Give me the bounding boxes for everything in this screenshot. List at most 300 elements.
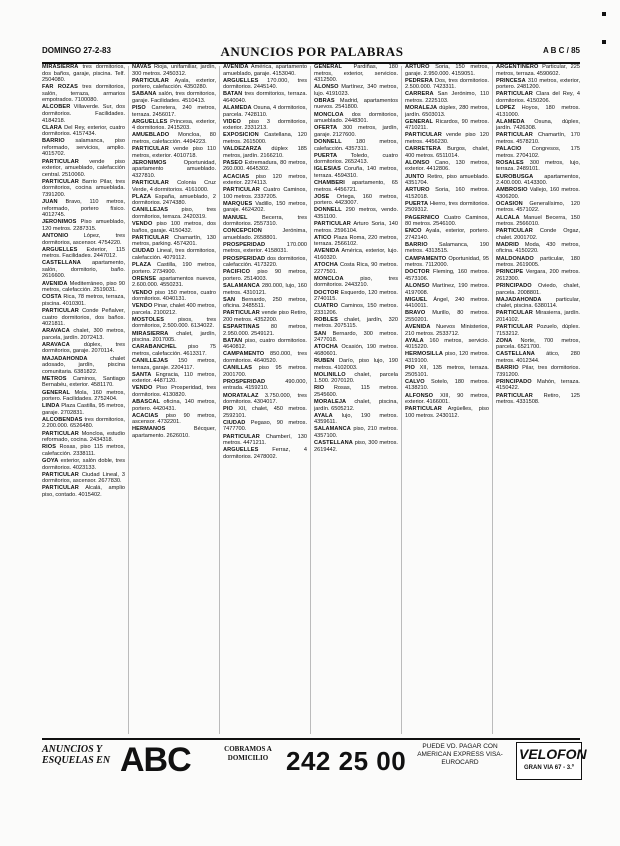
ad-keyword: ALAMEDA [496, 118, 525, 125]
edge-mark [602, 40, 606, 44]
ad-text: 170.000, tres dormitorios. 2445140. [223, 77, 307, 91]
ad-text: tres dormitorios, terraza. 4640040. [223, 91, 307, 104]
ad-keyword: CIUDAD [223, 419, 246, 426]
ad-text: Rica, 78 metros, terraza, piscina. 4010301. [42, 294, 125, 307]
classified-ad [405, 256, 489, 269]
ad-keyword: BRAVO [405, 310, 426, 317]
ad-text: Osuna, dúplex, jardín. 7426308. [496, 118, 580, 132]
ad-text: Hierro, tres dormitorios. 2509312. [405, 200, 489, 214]
classified-ad [314, 399, 398, 412]
ad-keyword: ALONSO [405, 283, 430, 289]
ad-text: piso 100 metros, dos baños, garaje. 4150432. [132, 221, 216, 234]
ad-keyword: MANUEL [223, 214, 248, 221]
ad-text: Ciudad Lineal, 3 dormitorios, ascensor. 2677830. [42, 471, 125, 485]
ad-keyword: HERMANOS [132, 426, 166, 433]
ad-keyword: ROSALES [496, 159, 524, 166]
ad-text: salamanca, piso reformado, servicios, amplio. 4015702. [42, 138, 125, 158]
ad-text: Colonia Cruz Verde, 4 dormitorios. 4161000. [132, 180, 216, 193]
classified-ad [314, 166, 398, 179]
ad-keyword: SAN [223, 296, 236, 303]
ad-text: Mirasierra, jardín. 2014102. [496, 310, 580, 323]
ad-text: Martínez, 340 metros, lujo. 4191023. [314, 84, 398, 97]
ad-keyword: CASTELLANA [314, 440, 353, 447]
ad-keyword: BARRIO [405, 241, 428, 248]
ad-text: piso 75 metros, calefacción. 4613317. [132, 344, 216, 357]
footer-phone: 242 25 00 [286, 746, 407, 776]
ad-keyword: SALAMANCA [223, 283, 260, 289]
ad-text: Vergara, 200 metros. 2612300. [496, 269, 580, 282]
classified-ad [405, 146, 489, 159]
ad-keyword: AYALA [405, 337, 424, 344]
ad-text: Generalísimo, 120 metros. 4571022. [496, 200, 580, 214]
classified-ad [42, 233, 125, 246]
ad-keyword: MIRASIERRA [42, 64, 79, 70]
classified-ad [42, 281, 125, 294]
classified-ad [132, 290, 216, 303]
ad-text: Salamanca, 190 metros. 4313515. [405, 241, 489, 255]
ad-keyword: CLARA [42, 124, 63, 131]
classified-ad [496, 201, 580, 214]
ad-keyword: CARRERA [405, 91, 434, 98]
ad-text: lujo, 190 metros. 4359611. [314, 412, 398, 426]
classified-ad [496, 269, 580, 282]
ad-keyword: LOPEZ [496, 105, 516, 112]
ad-keyword: JUAN [42, 199, 58, 206]
ad-text: Ayala, exterior, portero. 2742140. [405, 228, 489, 241]
ad-keyword: FAR ROZAS [42, 84, 78, 91]
classified-ad [42, 104, 125, 124]
classified-ad [42, 219, 125, 232]
ad-keyword: PARTICULAR [42, 430, 79, 437]
classified-ad [405, 201, 489, 214]
classified-ad [223, 132, 307, 145]
ad-text: Pozuelo, dúplex. 7153212. [496, 324, 580, 337]
classified-ad [132, 119, 216, 132]
classified-ad [496, 91, 580, 104]
section-title: ANUNCIOS POR PALABRAS [220, 44, 404, 59]
classified-ad [223, 447, 307, 460]
ad-text: pisos, tres dormitorios, 2.500.000. 6134022. [132, 316, 216, 330]
ad-keyword: ZONA [496, 337, 513, 344]
footer-banner [42, 741, 587, 782]
ad-keyword: AVENIDA [42, 280, 68, 287]
classified-ad [132, 235, 216, 248]
ad-keyword: EXPOSICION [223, 132, 259, 139]
ad-keyword: ALCOBER [42, 104, 71, 111]
ad-keyword: PARTICULAR [496, 91, 533, 98]
ad-text: América, apartamento amueblado, garaje. 4153040. [223, 64, 307, 77]
ad-keyword: VIDEO [223, 118, 241, 125]
ad-keyword: PROSPERIDAD [223, 378, 266, 385]
classified-ad [496, 365, 580, 378]
ad-text: Arturo Soria, 140 metros. 2596104. [314, 221, 398, 234]
ad-keyword: PARTICULAR [42, 178, 79, 185]
ad-text: Carretera, 240 metros, terraza. 2456017. [132, 105, 216, 118]
classified-ad [496, 338, 580, 351]
ad-column-5 [405, 64, 489, 738]
ad-text: Becerra, tres dormitorios. 2557310. [223, 214, 307, 228]
ad-keyword: PUERTA [405, 200, 429, 207]
ad-text: Rosas, 115 metros. 2545600. [314, 385, 398, 398]
ad-keyword: ARAVACA [42, 341, 70, 348]
ad-text: Pilar, tres dormitorios. 7391200. [496, 365, 580, 378]
ad-keyword: SABANA [132, 91, 157, 98]
ad-text: Chamberí, 130 metros. 4471211. [223, 433, 307, 447]
ad-keyword: PASEO [223, 159, 243, 166]
ad-keyword: VENDO [132, 289, 153, 296]
classified-ad [223, 91, 307, 104]
classified-ad [496, 297, 580, 310]
ad-text: Manuel Becerra, 150 metros. 2566010. [496, 214, 580, 228]
classified-ad [42, 444, 125, 457]
ad-text: 300 metros, jardín, garaje. 2127600. [314, 125, 398, 138]
classified-ad [223, 105, 307, 118]
ad-keyword: AMUEBLADO [132, 132, 170, 139]
ad-text: Osuna, 4 dormitorios, parcela. 7428110. [223, 105, 307, 118]
classified-ad [223, 269, 307, 282]
ad-text: Costa Rica, 90 metros. 2277501. [314, 262, 398, 275]
ad-keyword: RIOS [42, 444, 57, 451]
classified-ad [223, 187, 307, 200]
ad-text: Mediterráneo, piso 90 metros, calefacción. 2519031. [42, 280, 125, 294]
classified-ad [314, 303, 398, 316]
ad-text: Rosas, piso 115 metros, calefacción. 2338111. [42, 444, 125, 457]
ad-keyword: GOYA [42, 457, 59, 464]
ad-keyword: PARTICULAR [314, 221, 351, 228]
ad-text: piso, tres dormitorios, terraza. 2420319. [132, 207, 216, 220]
classified-ad [496, 393, 580, 406]
ad-keyword: ANTONIO [42, 233, 69, 240]
classified-ad [223, 420, 307, 433]
ad-keyword: ENCO [405, 228, 422, 235]
classified-ad [314, 317, 398, 330]
ad-keyword: EUROBUSGA [496, 173, 534, 180]
classified-ad [405, 324, 489, 337]
classified-ad [405, 228, 489, 241]
ad-text: piso, 210 metros. 4357100. [314, 426, 398, 439]
classified-ad [405, 64, 489, 77]
ad-keyword: CUATRO [314, 303, 339, 310]
classified-ad [223, 256, 307, 269]
ad-keyword: RIO [314, 385, 325, 392]
classified-ad [314, 290, 398, 303]
ad-keyword: PLAZA [132, 262, 152, 269]
ad-keyword: BARRIO [42, 138, 65, 145]
classified-ad [314, 235, 398, 248]
ad-keyword: MARQUES [223, 200, 253, 207]
classified-ad [132, 64, 216, 77]
ad-keyword: OBRAS [314, 97, 335, 104]
classified-ad [496, 78, 580, 91]
ad-text: 300 metros, lujo, terraza. 2489101. [496, 159, 580, 173]
ad-text: Exterior, 115 metros. Facilidades. 2447012. [42, 246, 125, 260]
ad-text: tres dormitorios, 2.200.000. 6526480. [42, 416, 125, 430]
ad-keyword: GENERAL [42, 389, 71, 396]
ad-keyword: CALVO [405, 378, 425, 385]
ad-text: apartamentos, 2.400.000. 4143300. [496, 173, 580, 187]
ad-keyword: PUERTA [314, 152, 338, 159]
ad-text: XII, 135 metros, terraza. 2505101. [405, 365, 489, 378]
ad-text: Caminos, 150 metros. 2331206. [314, 303, 398, 316]
ad-keyword: ARGUELLES [223, 77, 259, 84]
classified-ad [42, 485, 125, 498]
ad-keyword: JUNTO [405, 173, 425, 180]
classified-ad [132, 262, 216, 275]
classified-ad [314, 153, 398, 166]
ad-text: Conde Peñalver, cuatro dormitorios, dos baños. 4021811. [42, 308, 125, 328]
ad-keyword: PIO [223, 406, 233, 413]
classified-ad [42, 179, 125, 199]
ad-text: Plaza Roma, 220 metros, terraza. 2566102. [314, 234, 398, 248]
ad-keyword: ESPARTINAS [223, 324, 260, 331]
ad-text: 80 metros, 2.950.000. 2549121. [223, 324, 307, 337]
classified-ad [42, 403, 125, 416]
classified-ad [496, 242, 580, 255]
ad-keyword: ARTURO [405, 187, 430, 194]
ad-keyword: ATOCHA [314, 262, 339, 269]
ad-text: 3.750.000, tres dormitorios. 4304017. [223, 392, 307, 406]
classified-ad [42, 308, 125, 328]
ad-text: Bécquer, apartamento. 2626010. [132, 426, 216, 439]
ad-keyword: MORALEJA [314, 399, 347, 406]
footer-rule [42, 738, 580, 740]
ad-text: ático, 280 metros. 4012344. [496, 351, 580, 364]
ad-text: Clara del Rey, 4 dormitorios. 4150206. [496, 91, 580, 104]
classified-ad [223, 242, 307, 255]
classified-ad [132, 344, 216, 357]
ad-text: tres dormitorios, salón, terraza, armarios empotrados. 7100080. [42, 84, 125, 104]
classified-ad [314, 262, 398, 275]
ad-keyword: AMBROSIO [496, 187, 528, 194]
ad-text: Nuevos Ministerios, 210 metros. 2533712. [405, 324, 489, 337]
column-rule [219, 66, 220, 734]
ad-keyword: MOLINILLO [314, 371, 346, 378]
ad-keyword: ACACIAS [132, 412, 159, 419]
ad-text: Pardiñas, 180 metros, exterior, servicios. 4312500. [314, 64, 398, 84]
classified-ad [314, 413, 398, 426]
ad-column-1 [42, 64, 125, 738]
classified-ad [42, 376, 125, 389]
ad-text: López, tres dormitorios, ascensor. 4754220. [42, 233, 125, 246]
classified-ad [223, 283, 307, 296]
ad-keyword: PARTICULAR [496, 310, 533, 317]
classified-ad [405, 187, 489, 200]
ad-keyword: ALCOBENDAS [42, 416, 83, 423]
ad-text: 850.000, tres dormitorios. 4640520. [223, 351, 307, 364]
classified-ad [42, 294, 125, 307]
velofon-brand: VELOFON [519, 746, 587, 762]
classified-ad [132, 331, 216, 344]
ad-keyword: BATAN [223, 337, 243, 344]
ad-text: Plaza Castilla, 95 metros, garaje. 2702831. [42, 403, 125, 416]
ad-text: piso 150 metros, cuatro dormitorios. 4040131. [132, 289, 216, 303]
ad-keyword: PARTICULAR [496, 392, 533, 399]
classified-ad [314, 194, 398, 207]
ad-keyword: ROBLES [314, 316, 338, 323]
ad-keyword: PISO [132, 105, 146, 112]
ad-text: piso 90 metros, portero. 2514003. [223, 269, 307, 282]
ad-keyword: VALDEZARZA [223, 146, 262, 153]
classified-ad [314, 426, 398, 439]
classified-ad [496, 187, 580, 200]
classified-ad [314, 180, 398, 193]
ad-text: Particular, 225 metros, terraza. 4590602. [496, 64, 580, 77]
classified-ad [405, 91, 489, 104]
ad-text: XIII, 90 metros, exterior. 4166001. [405, 392, 489, 406]
ad-keyword: SANTA [132, 371, 152, 378]
classified-ad [42, 328, 125, 341]
ad-text: dúplex, tres dormitorios, garaje. 2070114. [42, 341, 125, 355]
ad-text: Ángel, 240 metros. 4410011. [405, 296, 489, 310]
ad-text: Ferraz, 4 dormitorios. 2478002. [223, 447, 307, 460]
ad-keyword: SAN [314, 330, 327, 337]
ad-keyword: CASTELLANA [496, 351, 535, 358]
classified-ad [405, 160, 489, 173]
classified-ad [132, 248, 216, 261]
classified-ad [223, 365, 307, 378]
ad-keyword: MORATALAZ [223, 392, 259, 399]
ad-keyword: CASTELLANA [42, 260, 81, 267]
ad-keyword: DONNELL [314, 138, 342, 145]
ad-text: Ricardos, 90 metros. 4710211. [405, 118, 489, 132]
ad-keyword: GENERAL [405, 118, 434, 125]
ad-text: Castilla, 190 metros, portero. 2734900. [132, 262, 216, 275]
ad-text: Del Rey, exterior, cuatro dormitorios. 4157434. [42, 124, 125, 138]
classified-ad [223, 215, 307, 228]
ad-keyword: PRINCIPE [496, 269, 524, 276]
classified-ad [42, 458, 125, 471]
classified-ad [132, 399, 216, 412]
ad-keyword: PARTICULAR [223, 310, 260, 317]
classified-ad [496, 310, 580, 323]
classified-ad [405, 269, 489, 282]
classified-ad [496, 256, 580, 269]
ad-text: Darío, piso lujo, 190 metros. 4102003. [314, 357, 398, 371]
ad-keyword: JERONIMOS [42, 219, 77, 226]
ad-column-6 [496, 64, 580, 738]
classified-ad [405, 310, 489, 323]
ad-text: salón, tres dormitorios, garaje. Facilidades. 4510413. [132, 91, 216, 104]
classified-ad [314, 64, 398, 84]
classified-ad [42, 125, 125, 138]
ad-text: Extremadura, 80 metros, 260.000. 4645302. [223, 159, 307, 173]
classified-ad [405, 338, 489, 351]
ad-keyword: PRINCIPADO [496, 378, 532, 385]
ad-text: vende piso 120 metros. 4456230. [405, 132, 489, 145]
ad-column-4 [314, 64, 398, 738]
ad-text: chalet, jardín, 320 metros. 2075115. [314, 316, 398, 330]
ad-text: chalet, 300 metros, parcela, jardín. 2072413. [42, 328, 125, 341]
classified-ad [496, 351, 580, 364]
ad-keyword: PROSPERIDAD [223, 241, 266, 248]
classified-ad [223, 119, 307, 132]
ad-keyword: PARTICULAR [496, 324, 533, 331]
classified-ad [42, 472, 125, 485]
classified-ad [405, 297, 489, 310]
ad-text: Madrid, apartamentos nuevos. 2541800. [314, 97, 398, 111]
ad-keyword: ATOCHA [314, 344, 339, 351]
ad-text: Congresos, 175 metros. 2704102. [496, 146, 580, 159]
classified-ad [223, 434, 307, 447]
ad-keyword: CAMPAMENTO [405, 255, 447, 262]
ad-keyword: PARTICULAR [496, 132, 533, 139]
ad-text: Soria, 150 metros, garaje. 2.950.000. 4159051. [405, 64, 489, 77]
ad-keyword: MONCLOA [314, 275, 344, 282]
ad-text: oficina, 140 metros, portero. 4420431. [132, 399, 216, 412]
classified-ad [496, 283, 580, 296]
ad-text: piso, tres dormitorios. 2443210. [314, 275, 398, 289]
classified-ad [314, 358, 398, 371]
ad-keyword: AYALA [314, 412, 333, 419]
ad-text: Mola, 160 metros, portero. Facilidades. 2752404. [42, 389, 125, 403]
ad-text: dúplex, 280 metros, jardín. 6503013. [405, 105, 489, 118]
ad-text: Cuatro Caminos, 100 metros. 2337205. [223, 187, 307, 200]
classified-ad [132, 160, 216, 180]
ad-keyword: MALDONADO [496, 255, 534, 262]
ad-text: exterior, salón doble, tres dormitorios. 4023133. [42, 457, 125, 471]
classified-ad [405, 105, 489, 118]
ad-keyword: PAGERNICO [405, 214, 440, 221]
classified-ad [405, 406, 489, 419]
ad-text: Norte, 700 metros, parcela. 6521700. [496, 337, 580, 351]
ad-keyword: CHAMBERI [314, 180, 345, 187]
ad-keyword: ARGUELLES [42, 246, 78, 253]
ad-text: Moncloa, estudio reformado, cocina. 2434318. [42, 430, 125, 444]
ad-keyword: MIGUEL [405, 296, 428, 303]
classified-ad [42, 417, 125, 430]
column-rule [128, 66, 129, 734]
ad-text: Sotelo, 180 metros. 4138210. [405, 378, 489, 392]
ad-keyword: CAMPAMENTO [223, 351, 265, 358]
classified-ad [132, 78, 216, 91]
ad-keyword: PARTICULAR [132, 180, 169, 187]
ad-text: Ayala, exterior, portero, calefacción. 4350280. [132, 77, 216, 91]
ad-keyword: ALONSO [314, 84, 339, 91]
ad-keyword: PALACIO [496, 146, 522, 153]
classified-ad [223, 228, 307, 241]
ad-text: piso 95 metros. 2001700. [223, 365, 307, 378]
ad-text: apartamento, salón, dormitorio, baño. 2616600. [42, 260, 125, 280]
ad-text: dúplex 185 metros, jardín. 2166210. [223, 146, 307, 159]
ad-column-3 [223, 64, 307, 738]
classified-ad [223, 310, 307, 323]
ad-keyword: CIUDAD [132, 248, 155, 255]
classified-ad [132, 413, 216, 426]
ad-text: 180 metros, calefacción. 4357311. [314, 138, 398, 152]
ad-keyword: DOCTOR [405, 269, 430, 276]
ad-keyword: ABASCAL [132, 399, 161, 406]
ad-keyword: PARTICULAR [42, 308, 79, 314]
ad-keyword: METROS [42, 375, 67, 382]
column-rule [492, 66, 493, 734]
classified-ad [223, 324, 307, 337]
ad-text: Toledo, cuatro dormitorios. 2652413. [314, 152, 398, 166]
classified-ad [42, 84, 125, 104]
ad-text: Retiro, piso amueblado. 4351704. [405, 173, 489, 187]
velofon-address: GRAN VIA 67 - 3.º [524, 765, 574, 771]
ad-text: piso, cuatro dormitorios. 4640812. [223, 337, 307, 351]
classified-ad [405, 119, 489, 132]
column-rule [310, 66, 311, 734]
classified-ad [42, 199, 125, 219]
ad-keyword: OFERTA [314, 125, 338, 132]
classified-ad [405, 242, 489, 255]
ad-keyword: PARTICULAR [42, 471, 79, 478]
ad-keyword: CONCEPCION [223, 228, 262, 235]
classified-ad [132, 91, 216, 104]
ad-text: Engracia, 110 metros, exterior. 4487120. [132, 371, 216, 385]
ad-text: 310 metros, exterior, portero. 2481200. [496, 77, 580, 91]
